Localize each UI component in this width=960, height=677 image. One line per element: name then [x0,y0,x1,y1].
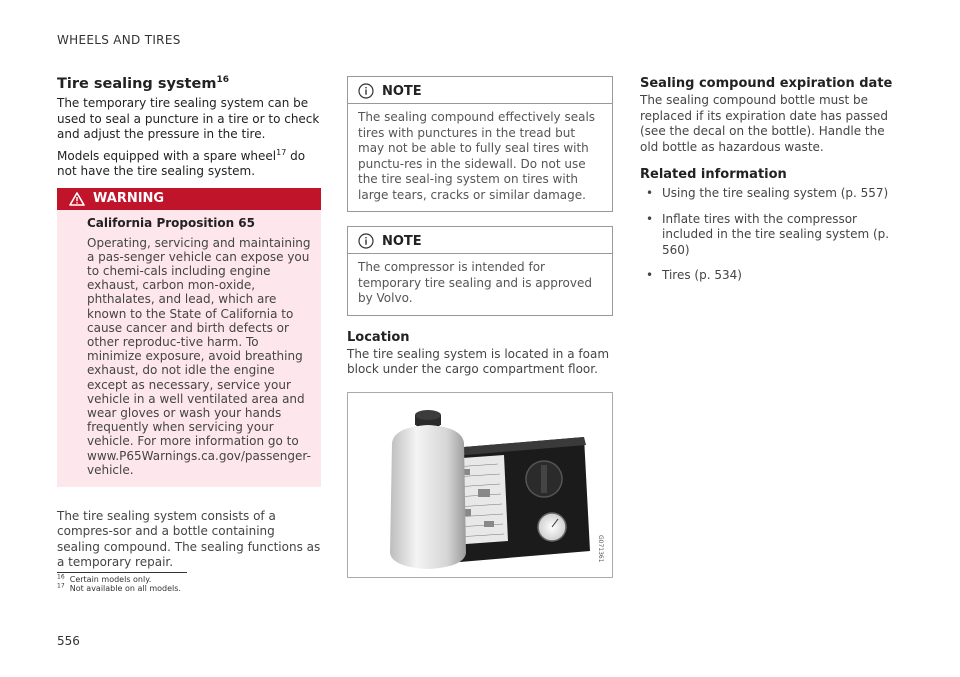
note-text: The sealing compound effectively seals tires with punctures in the tread but may not be able to fully seal tires with punctu-res in the sidewall. Do not use the tire seal-ing system on tires with large tears, cracks or similar damage. [358,110,596,202]
page-number: 556 [57,634,80,648]
sealing-kit-image [348,393,613,577]
related-link-sealing[interactable]: • Using the tire sealing system (p. 557) [640,186,902,202]
note-header [348,227,612,254]
related-link-tires[interactable]: • Tires (p. 534) [640,268,902,284]
warning-label: WARNING [93,191,165,206]
system-description: The tire sealing system consists of a compres-sor and a bottle containing sealing compound. The sealing functions as a temporary repair. [57,508,321,570]
footnote: $^{17}$ Not available on all models. [57,582,181,593]
warning-subtitle: California Proposition 65 [87,215,256,230]
figure-code: G071361 [597,534,604,563]
related-link-inflate[interactable]: • Inflate tires with the compressor included in the tire sealing system (p. 560) [640,212,902,259]
note-label: NOTE [382,83,422,99]
note-text: The compressor is intended for temporary tire sealing and is approved by Volvo. [358,260,592,305]
section-header: WHEELS AND TIRES [57,33,181,47]
expiration-text: The sealing compound bottle must be replaced if its expiration date has passed (see the decal on the bottle). Handle the old bottle as hazardous waste. [640,93,888,154]
warning-text: Operating, servicing and maintaining a pas-senger vehicle can expose you to chemi-cals including engine exhaust, carbon mon-oxide, phthalates, and lead, which are known to the State of California to cause cancer and birth defects or other reproduc-tive harm. To minimize exposure, avoid breathing exhaust, do not idle the engine except as necessary, service your vehicle in a well ventilated area and wear gloves or wash your hands frequently when servicing your vehicle. For more information go to www.P65Warnings.ca.gov/passenger-vehicle. [87,235,311,477]
note-header [348,77,612,104]
spare-wheel-paragraph: Models equipped with a spare wheel$^{17}$ do not have the tire sealing system. [57,147,306,178]
note-box-compressor [347,226,613,316]
footnotes [57,572,187,593]
info-icon [358,233,374,249]
tire-sealing-kit-illustration [347,392,613,578]
related-heading: Related information [640,167,787,182]
intro-paragraph: The temporary tire sealing system can be used to seal a puncture in a tire or to check and adjust the pressure in the tire. [57,96,320,141]
warning-box [57,188,321,487]
page-title: Tire sealing system$^{16}$ [57,75,229,92]
column-left [57,76,321,577]
location-heading: Location [347,329,410,345]
warning-header [57,188,321,210]
expiration-heading: Sealing compound expiration date [640,76,893,91]
column-middle [347,76,613,578]
warning-triangle-icon [69,192,85,206]
column-right [640,76,902,294]
footnote: $^{16}$ Certain models only. [57,573,152,584]
note-box-sealing [347,76,613,212]
location-text: The tire sealing system is located in a foam block under the cargo compartment floor. [347,346,610,376]
info-icon [358,83,374,99]
related-list [640,186,902,284]
note-label: NOTE [382,233,422,249]
